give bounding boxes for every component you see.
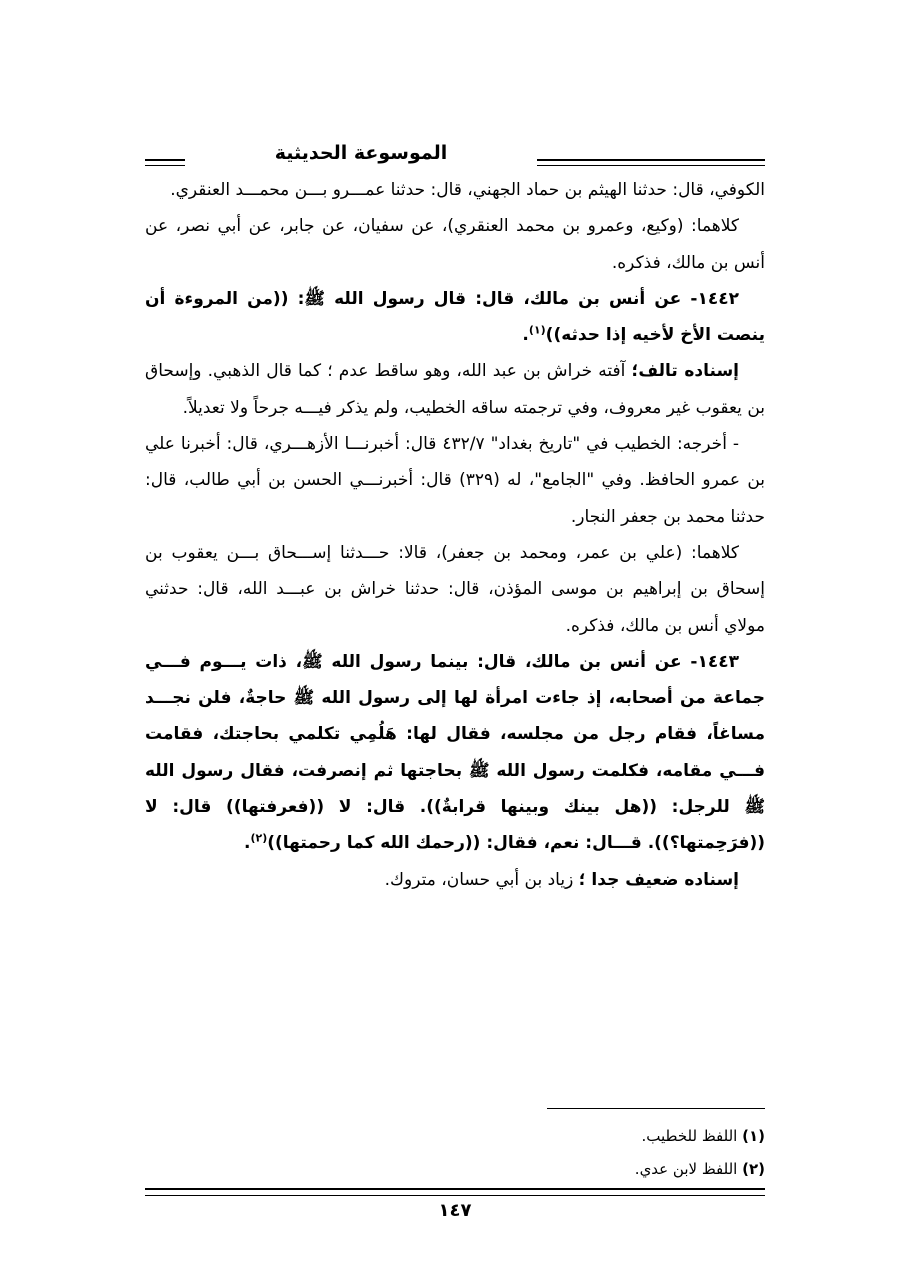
footnote-2: (٢) اللفظ لابن عدي. <box>634 1160 765 1178</box>
takhrij-paragraph: - أخرجه: الخطيب في "تاريخ بغداد" ٤٣٢/٧ قال: أخبرنـــا الأزهـــري، قال: أخبرنا علي بن عمرو الحافظ. وفي "الجامع"، له (٣٢٩) قال: أخبرنـــي الحسن بن أبي طالب، قال: حدثنا محمد بن جعفر النجار. <box>145 434 765 527</box>
header-rule-right <box>537 159 765 166</box>
isnad-note-2: إسناده ضعيف جدا ؛ زياد بن أبي حسان، متروك. <box>384 869 739 890</box>
page-number: ١٤٧ <box>438 1200 472 1221</box>
footer-rule <box>145 1188 765 1196</box>
footnote-separator <box>547 1108 765 1109</box>
header-rule-left <box>145 159 185 166</box>
footnote-1: (١) اللفظ للخطيب. <box>641 1127 765 1145</box>
paragraph-chain: كلاهما: (علي بن عمر، ومحمد بن جعفر)، قالا: حـــدثنا إســـحاق بـــن يعقوب بن إسحاق بن إبراهيم بن موسى المؤذن، قال: حدثنا خراش بن عبـــد الله، قال: حدثني مولاي أنس بن مالك، فذكره. <box>145 542 765 636</box>
footnote-ref-1[interactable]: (١) <box>528 323 546 337</box>
hadith-1443: ١٤٤٣- عن أنس بن مالك، قال: بينما رسول الله ﷺ، ذات يـــوم فـــي جماعة من أصحابه، إذ جاءت امرأة لها إلى رسول الله ﷺ حاجةٌ، فلن نجـــد مساغاً، فقام رجل من مجلسه، فقال لها: هَلُمِي تكلمي بحاجتك، فقامت فـــي مقامه، فكلمت رسول الله ﷺ بحاجتها ثم إنصرفت، فقال رسول الله ﷺ للرجل: ((هل بينك وبينها قرابةٌ)). قال: لا ((فعرفتها)) قال: لا ((فرَحِمتها؟)). قـــال: نعم، فقال: ((رحمك الله كما رحمتها))$^{(٢)}$. <box>145 651 765 854</box>
footnotes <box>145 1120 765 1186</box>
page-title: الموسوعة الحديثية <box>274 142 448 164</box>
paragraph-2: كلاهما: (وكيع، وعمرو بن محمد العنقري)، عن سفيان، عن جابر، عن أبي نصر، عن أنس بن مالك، فذكره. <box>145 216 765 273</box>
document-page <box>145 138 765 1248</box>
hadith-1442: ١٤٤٢- عن أنس بن مالك، قال: قال رسول الله ﷺ: ((من المروءة أن ينصت الأخ لأخيه إذا حدثه))$^{(١)}$. <box>145 288 765 346</box>
isnad-note-1: إسناده تالف؛ آفته خراش بن عبد الله، وهو ساقط عدم ؛ كما قال الذهبي. وإسحاق بن يعقوب غير معروف، وفي ترجمته ساقه الخطيب، ولم يذكر فيـــه جرحاً ولا تعديلاً. <box>145 361 765 418</box>
footnote-ref-2[interactable]: (٢) <box>250 831 268 845</box>
main-text <box>145 172 765 898</box>
paragraph-1: الكوفي، قال: حدثنا الهيثم بن حماد الجهني، قال: حدثنا عمـــرو بـــن محمـــد العنقري. <box>170 180 765 200</box>
page-header <box>145 138 765 168</box>
